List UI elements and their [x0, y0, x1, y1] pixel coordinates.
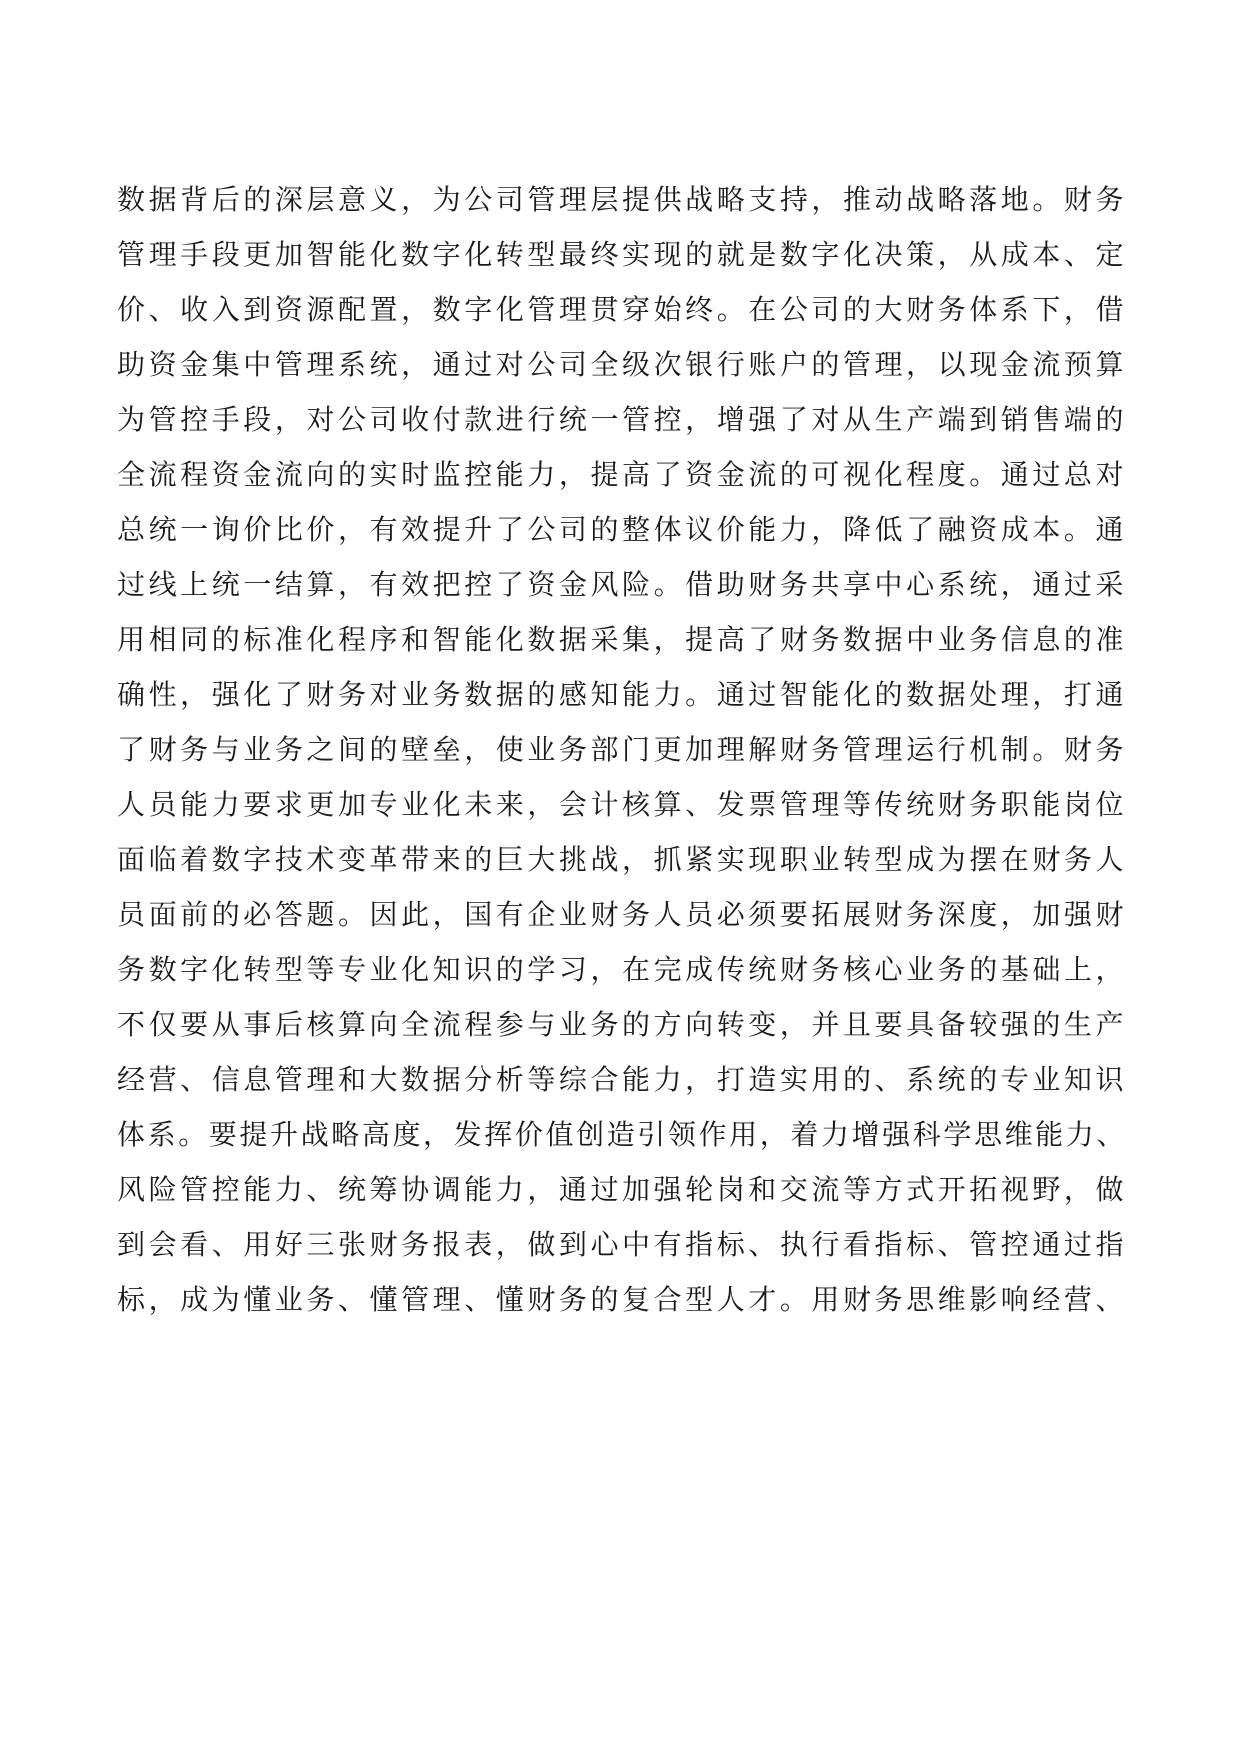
text-line: 了财务与业务之间的壁垒，使业务部门更加理解财务管理运行机制。财务: [117, 733, 1127, 766]
text-line: 助资金集中管理系统，通过对公司全级次银行账户的管理，以现金流预算: [117, 348, 1127, 381]
body-paragraph: [117, 172, 1127, 1327]
text-line: 标，成为懂业务、懂管理、懂财务的复合型人才。用财务思维影响经营、: [117, 1283, 1127, 1316]
text-line: 总统一询价比价，有效提升了公司的整体议价能力，降低了融资成本。通: [117, 513, 1127, 546]
text-line: 价、收入到资源配置，数字化管理贯穿始终。在公司的大财务体系下，借: [117, 293, 1127, 326]
text-line: 不仅要从事后核算向全流程参与业务的方向转变，并且要具备较强的生产: [117, 1008, 1127, 1041]
text-line: 体系。要提升战略高度，发挥价值创造引领作用，着力增强科学思维能力、: [117, 1118, 1127, 1151]
text-line: 务数字化转型等专业化知识的学习，在完成传统财务核心业务的基础上，: [117, 953, 1127, 986]
text-line: 为管控手段，对公司收付款进行统一管控，增强了对从生产端到销售端的: [117, 403, 1127, 436]
text-line: 过线上统一结算，有效把控了资金风险。借助财务共享中心系统，通过采: [117, 568, 1127, 601]
text-line: 用相同的标准化程序和智能化数据采集，提高了财务数据中业务信息的准: [117, 623, 1127, 656]
text-line: 到会看、用好三张财务报表，做到心中有指标、执行看指标、管控通过指: [117, 1228, 1127, 1261]
text-line: 人员能力要求更加专业化未来，会计核算、发票管理等传统财务职能岗位: [117, 788, 1127, 821]
text-line: 数据背后的深层意义，为公司管理层提供战略支持，推动战略落地。财务: [117, 183, 1127, 216]
text-line: 管理手段更加智能化数字化转型最终实现的就是数字化决策，从成本、定: [117, 238, 1127, 271]
text-line: 全流程资金流向的实时监控能力，提高了资金流的可视化程度。通过总对: [117, 458, 1127, 491]
text-line: 经营、信息管理和大数据分析等综合能力，打造实用的、系统的专业知识: [117, 1063, 1127, 1096]
text-line: 风险管控能力、统筹协调能力，通过加强轮岗和交流等方式开拓视野，做: [117, 1173, 1127, 1206]
text-line: 面临着数字技术变革带来的巨大挑战，抓紧实现职业转型成为摆在财务人: [117, 843, 1127, 876]
text-line: 员面前的必答题。因此，国有企业财务人员必须要拓展财务深度，加强财: [117, 898, 1127, 931]
text-line: 确性，强化了财务对业务数据的感知能力。通过智能化的数据处理，打通: [117, 678, 1127, 711]
